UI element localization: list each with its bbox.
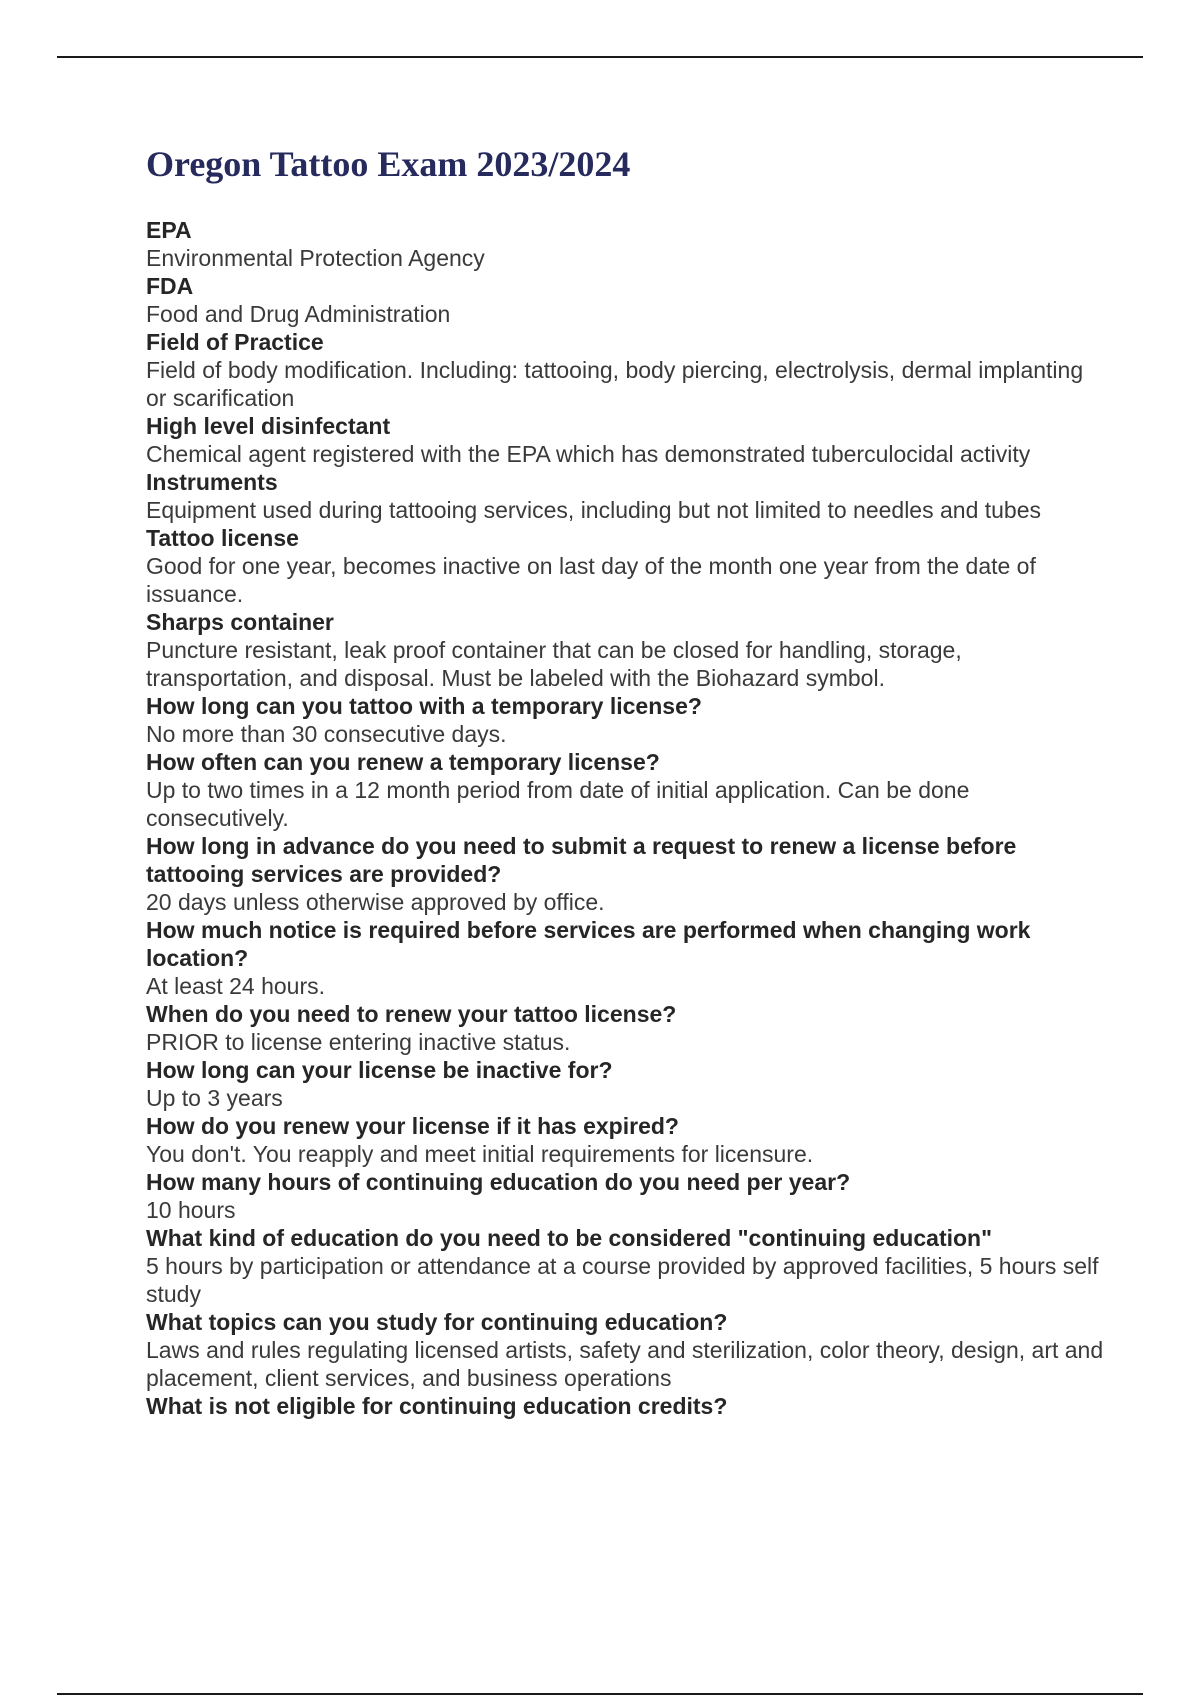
term: How long can your license be inactive for? <box>146 1057 613 1083</box>
term: High level disinfectant <box>146 413 391 439</box>
bottom-rule <box>57 1693 1143 1695</box>
term: What kind of education do you need to be considered "continuing education" <box>146 1225 992 1251</box>
definition: Environmental Protection Agency <box>146 245 485 271</box>
term: EPA <box>146 217 192 243</box>
entry-renewal-advance-notice <box>146 832 1106 916</box>
entry-tattoo-license <box>146 524 1106 608</box>
term: What is not eligible for continuing education credits? <box>146 1393 728 1419</box>
entry-field-of-practice <box>146 328 1106 412</box>
entry-ce-kind <box>146 1224 1106 1308</box>
entry-instruments <box>146 468 1106 524</box>
flashcard-list <box>146 216 1106 1420</box>
entry-renew-when <box>146 1000 1106 1056</box>
entry-ce-not-eligible <box>146 1392 1106 1420</box>
definition: You don't. You reapply and meet initial requirements for licensure. <box>146 1141 814 1167</box>
entry-temporary-license-renewal <box>146 748 1106 832</box>
definition: Laws and rules regulating licensed artists, safety and sterilization, color theory, design, art and placement, client services, and business operations <box>146 1337 1104 1391</box>
entry-fda <box>146 272 1106 328</box>
definition: Food and Drug Administration <box>146 301 451 327</box>
definition: Good for one year, becomes inactive on last day of the month one year from the date of issuance. <box>146 553 1036 607</box>
term: Instruments <box>146 469 278 495</box>
definition: At least 24 hours. <box>146 973 325 999</box>
term: How often can you renew a temporary license? <box>146 749 660 775</box>
term: Sharps container <box>146 609 334 635</box>
term: How long can you tattoo with a temporary license? <box>146 693 702 719</box>
entry-inactive-duration <box>146 1056 1106 1112</box>
entry-sharps-container <box>146 608 1106 692</box>
page-title: Oregon Tattoo Exam 2023/2024 <box>146 144 631 184</box>
definition: Up to two times in a 12 month period from date of initial application. Can be done consecutively. <box>146 777 970 831</box>
definition: 20 days unless otherwise approved by office. <box>146 889 605 915</box>
term: When do you need to renew your tattoo license? <box>146 1001 677 1027</box>
top-rule <box>57 56 1143 58</box>
entry-work-location-notice <box>146 916 1106 1000</box>
term: How many hours of continuing education do you need per year? <box>146 1169 851 1195</box>
definition: Chemical agent registered with the EPA which has demonstrated tuberculocidal activity <box>146 441 1031 467</box>
entry-temporary-license-duration <box>146 692 1106 748</box>
definition: Equipment used during tattooing services, including but not limited to needles and tubes <box>146 497 1042 523</box>
definition: No more than 30 consecutive days. <box>146 721 507 747</box>
term: What topics can you study for continuing education? <box>146 1309 728 1335</box>
definition: Puncture resistant, leak proof container that can be closed for handling, storage, transportation, and disposal. Must be labeled with the Biohazard symbol. <box>146 637 962 691</box>
definition: 10 hours <box>146 1197 236 1223</box>
entry-ce-hours <box>146 1168 1106 1224</box>
term: How much notice is required before services are performed when changing work location? <box>146 917 1031 971</box>
entry-high-level-disinfectant <box>146 412 1106 468</box>
term: How do you renew your license if it has expired? <box>146 1113 679 1139</box>
term: Tattoo license <box>146 525 299 551</box>
definition: Field of body modification. Including: tattooing, body piercing, electrolysis, dermal implanting or scarification <box>146 357 1084 411</box>
definition: PRIOR to license entering inactive status. <box>146 1029 571 1055</box>
entry-ce-topics <box>146 1308 1106 1392</box>
entry-expired-renewal <box>146 1112 1106 1168</box>
term: How long in advance do you need to submit a request to renew a license before tattooing services are provided? <box>146 833 1017 887</box>
definition: 5 hours by participation or attendance at a course provided by approved facilities, 5 hours self study <box>146 1253 1099 1307</box>
term: FDA <box>146 273 194 299</box>
entry-epa <box>146 216 1106 272</box>
term: Field of Practice <box>146 329 324 355</box>
definition: Up to 3 years <box>146 1085 283 1111</box>
